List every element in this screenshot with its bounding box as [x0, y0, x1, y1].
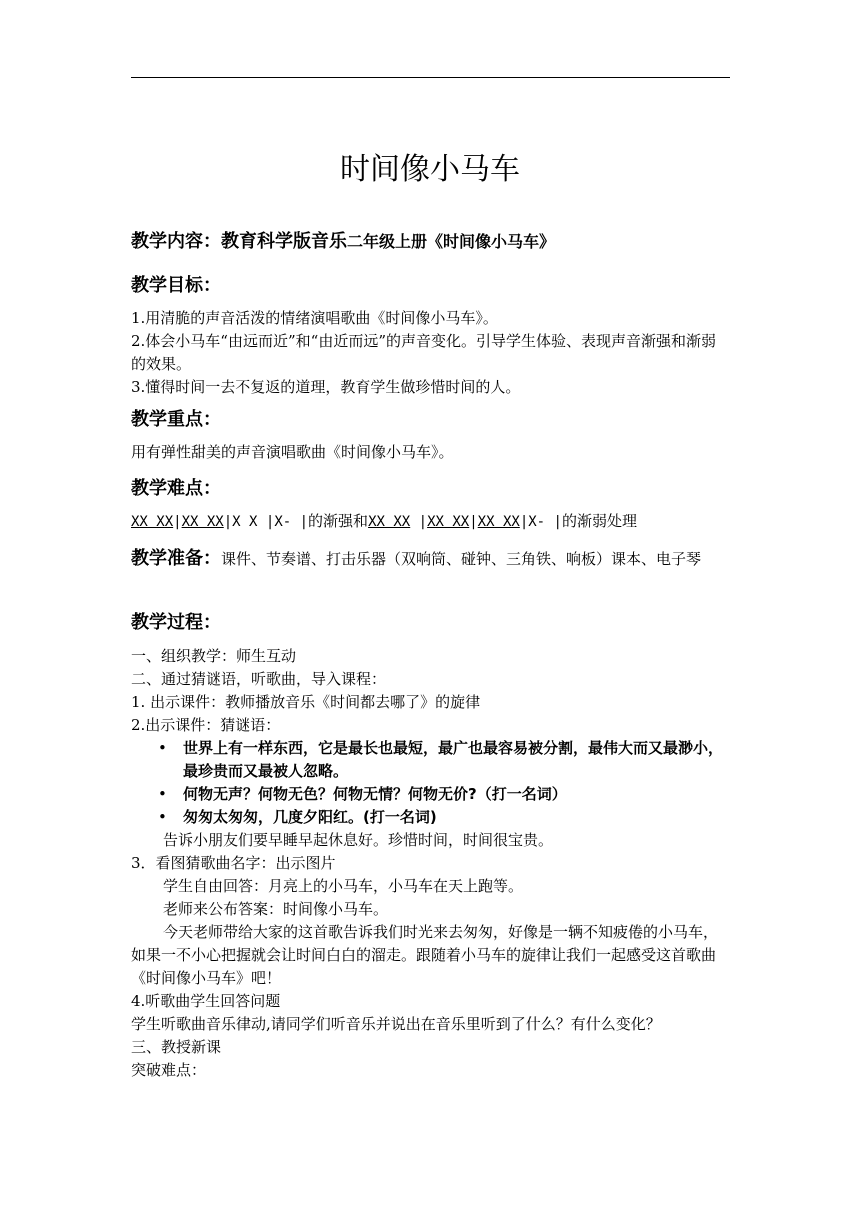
document-title: 时间像小马车 [340, 152, 520, 187]
header-rule [131, 77, 730, 78]
process-line: 1. 出示课件：教师播放音乐《时间都去哪了》的旋律 [131, 693, 481, 711]
preparation-heading: 教学准备： [131, 548, 221, 569]
goal-item: 3.懂得时间一去不复返的道理，教育学生做珍惜时间的人。 [131, 378, 521, 396]
key-points-text: 用有弹性甜美的声音演唱歌曲《时间像小马车》。 [131, 443, 454, 461]
goals-list [131, 307, 730, 399]
rhythm-group: XX XX [131, 514, 174, 530]
riddle-item [131, 806, 730, 829]
process-line: 老师来公布答案：时间像小马车。 [163, 900, 389, 918]
process-line: 3．看图猜歌曲名字：出示图片 [131, 854, 336, 872]
process-line: 三、教授新课 [131, 1038, 222, 1056]
content-label: 教学内容：教育科学版音乐 [131, 231, 347, 252]
preparation-text: 课件、节奏谱、打击乐器（双响筒、碰钟、三角铁、响板）课本、电子琴 [221, 550, 702, 568]
content-line [131, 229, 730, 255]
bar-separator: | [173, 514, 182, 530]
process-section [131, 610, 730, 636]
goal-item: 2.体会小马车“由远而近”和“由近而远”的声音变化。引导学生体验、表现声音渐强和渐弱的效果。 [131, 332, 716, 373]
bullet-icon: • [158, 739, 167, 757]
decrescendo-text: 的渐弱处理 [561, 512, 637, 530]
key-points-heading: 教学重点： [131, 409, 221, 430]
key-points-section [131, 407, 730, 433]
difficulties-heading: 教学难点： [131, 478, 221, 499]
process-line: 2.出示课件：猜谜语： [131, 716, 281, 734]
crescendo-text: 的渐强和 [308, 512, 369, 530]
rhythm-group: XX XX [181, 514, 224, 530]
process-body [131, 645, 730, 1082]
rhythm-group: XX XX [368, 514, 411, 530]
process-line: 学生自由回答：月亮上的小马车，小马车在天上跑等。 [163, 877, 524, 895]
rhythm-group: XX XX [427, 514, 470, 530]
riddle-text: 何物无声？何物无色？何物无情？何物无价?（打一名词） [183, 785, 567, 803]
process-line: 突破难点： [131, 1061, 207, 1079]
riddle-text: 匆匆太匆匆，几度夕阳红。(打一名词) [183, 808, 437, 826]
rhythm-group: XX XX [477, 514, 520, 530]
bar-separator: | [469, 514, 478, 530]
bar-separator: |X- | [519, 514, 562, 530]
goal-item: 1.用清脆的声音活泼的情绪演唱歌曲《时间像小马车》。 [131, 309, 498, 327]
bar-separator: |X X |X- | [223, 514, 309, 530]
key-points-text-wrap [131, 441, 730, 464]
process-line: 告诉小朋友们要早睡早起休息好。珍惜时间，时间很宝贵。 [163, 831, 554, 849]
process-paragraph: 今天老师带给大家的这首歌告诉我们时光来去匆匆，好像是一辆不知疲倦的小马车，如果一不小心把握就会让时间白白的溜走。跟随着小马车的旋律让我们一起感受这首歌曲《时间像小马车》吧！ [131, 923, 719, 987]
process-line: 学生听歌曲音乐律动,请同学们听音乐并说出在音乐里听到了什么？有什么变化？ [131, 1015, 661, 1033]
goals-section [131, 273, 730, 299]
goals-heading: 教学目标： [131, 275, 221, 296]
difficulties-section [131, 476, 730, 502]
difficulties-rhythm-line [131, 510, 730, 534]
bullet-icon: • [158, 785, 167, 803]
riddle-item [131, 737, 730, 783]
process-heading: 教学过程： [131, 612, 221, 633]
preparation-section [131, 543, 730, 575]
process-line: 4.听歌曲学生回答问题 [131, 992, 281, 1010]
difficulties-line-wrap [131, 510, 730, 534]
bullet-icon: • [158, 808, 167, 826]
riddle-text: 世界上有一样东西，它是最长也最短，最广也最容易被分割，最伟大而又最渺小，最珍贵而又最被人忽略。 [183, 739, 724, 780]
process-line: 二、通过猜谜语，听歌曲，导入课程： [131, 670, 387, 688]
process-line: 一、组织教学：师生互动 [131, 647, 297, 665]
riddle-item [131, 783, 730, 806]
bar-separator: | [410, 514, 428, 530]
content-book: 二年级上册《时间像小马车》 [347, 232, 556, 251]
